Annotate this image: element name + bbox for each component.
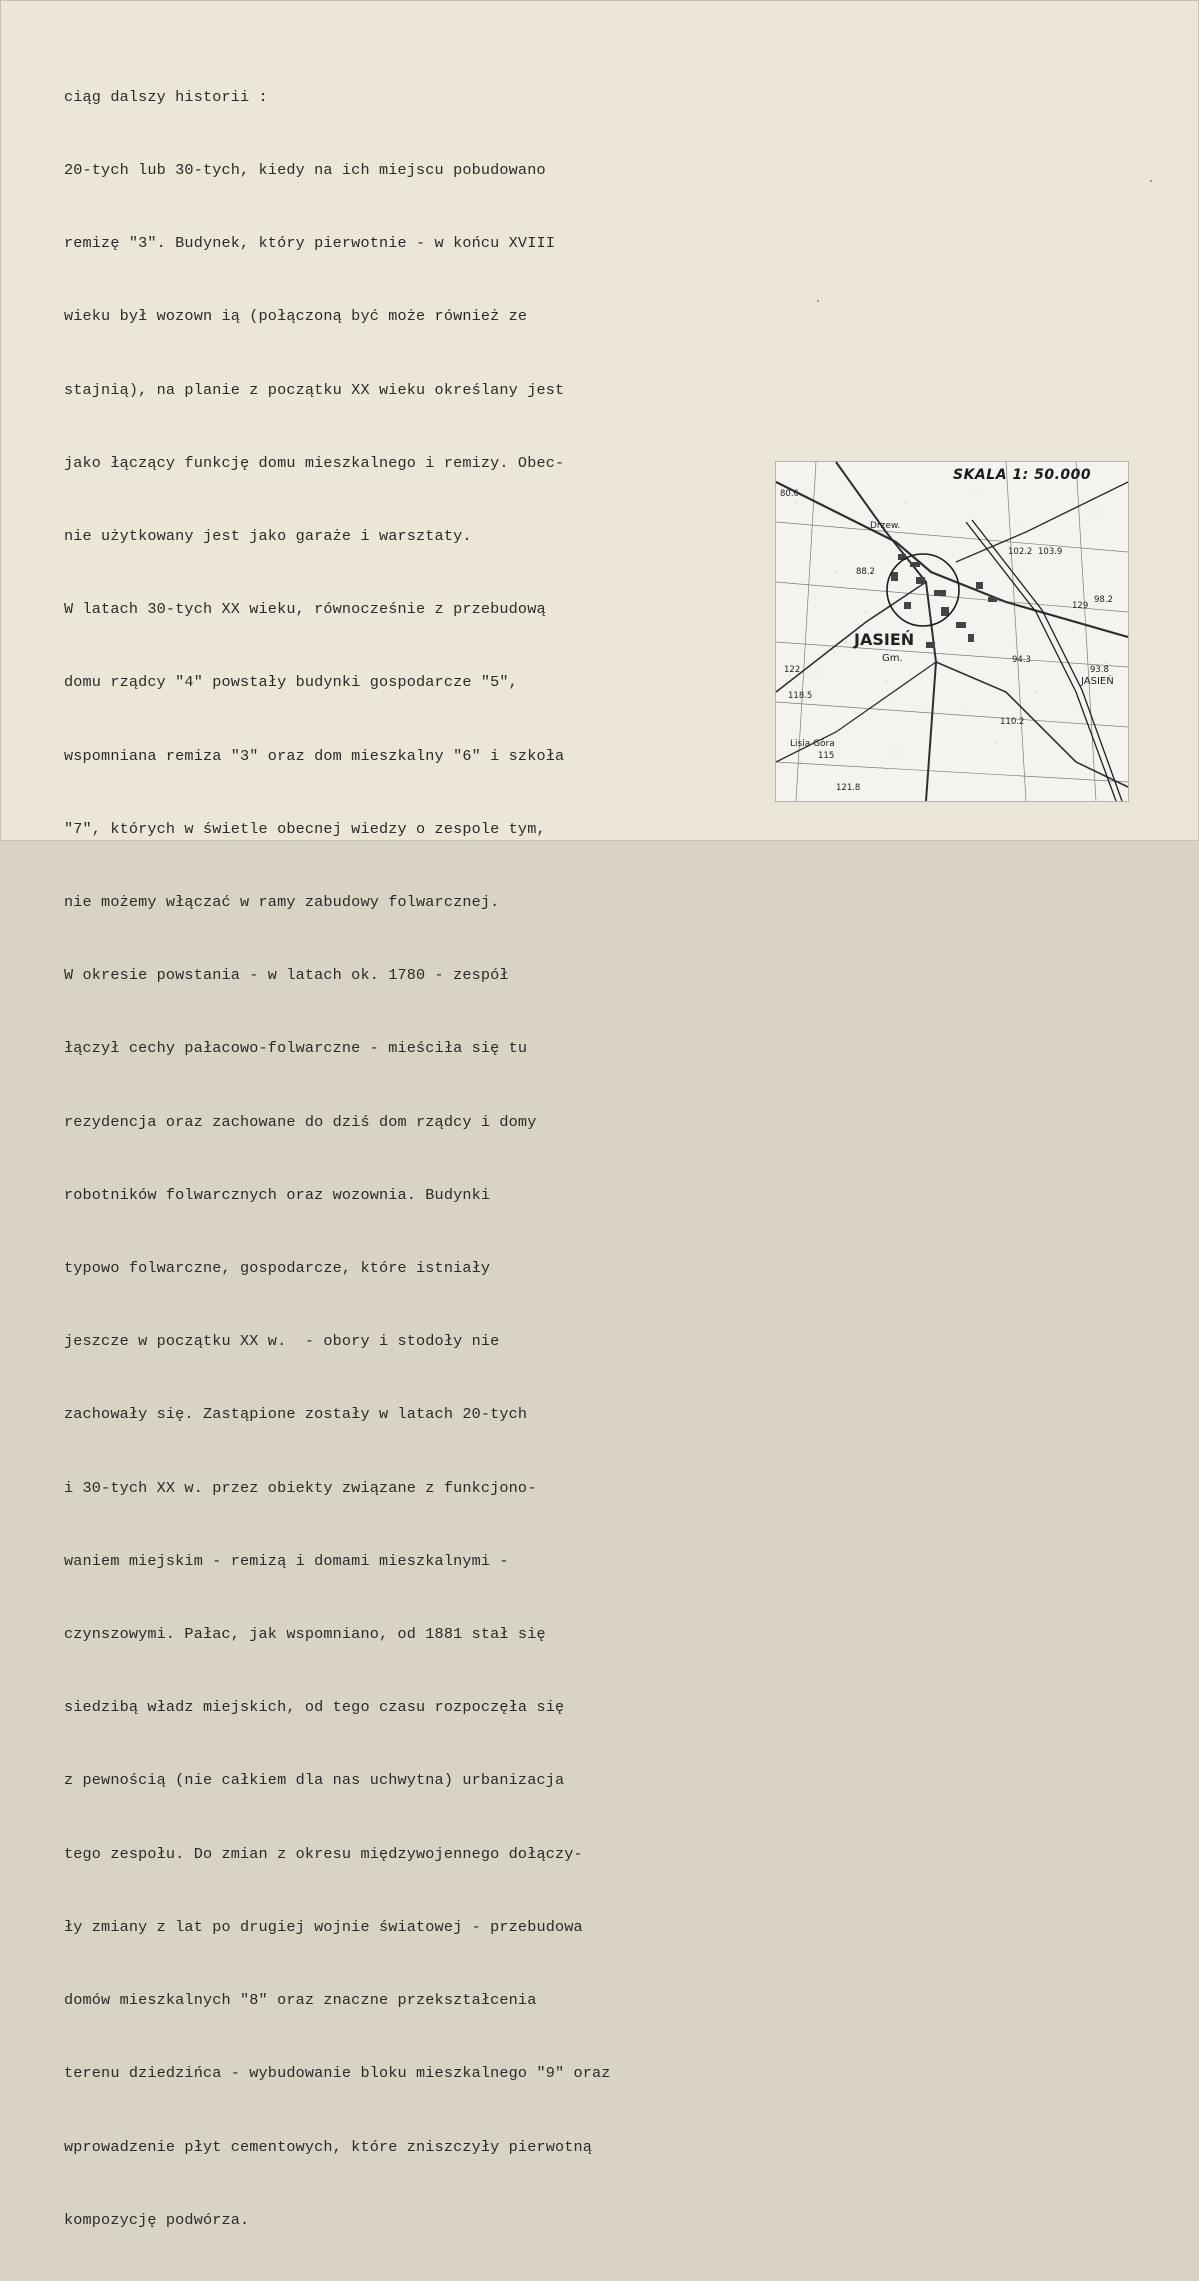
map-elevation: 98.2 [1094,595,1113,605]
map-elevation: 102.2 [1008,547,1033,557]
map-edge-label: JASIEŃ [1081,676,1114,687]
text-line: wprowadzenie płyt cementowych, które zniszczyły pierwotną [64,2137,593,2156]
map-elevation: 121.8 [836,783,861,793]
map-elevation: 88.2 [856,567,875,577]
map-elevation: 118.5 [788,691,813,701]
text-line: jako łączący funkcję domu mieszkalnego i remizy. Obec- [64,453,565,472]
text-line: nie możemy włączać w ramy zabudowy folwarcznej. [64,893,500,912]
map-elevation: 122 [784,665,801,675]
topographic-map-clipping [775,461,1129,802]
text-line: kompozycję podwórza. [64,2210,250,2229]
text-line: zachowały się. Zastąpione zostały w latach 20-tych [64,1405,528,1424]
text-line: domu rządcy "4" powstały budynki gospodarcze "5", [64,673,518,692]
map-drawing [776,462,1128,801]
paper-speck [817,300,819,302]
text-line: tego zespołu. Do zmian z okresu międzywojennego dołączy- [64,1844,583,1863]
text-line: z pewnością (nie całkiem dla nas uchwytna) urbanizacja [64,1771,565,1790]
text-line: "7", których w świetle obecnej wiedzy o zespole tym, [64,819,546,838]
text-line: nie użytkowany jest jako garaże i warsztaty. [64,527,472,546]
map-elevation: 93.8 [1090,665,1109,675]
text-line: siedzibą władz miejskich, od tego czasu rozpoczęła się [64,1698,565,1717]
map-hill-label: Lisia Góra [790,739,835,749]
map-elevation: 110.2 [1000,717,1025,727]
text-line: stajnią), na planie z początku XX wieku określany jest [64,380,565,399]
text-line: domów mieszkalnych "8" oraz znaczne przekształcenia [64,1991,537,2010]
text-line: waniem miejskim - remizą i domami mieszkalnymi - [64,1551,509,1570]
text-line: W latach 30-tych XX wieku, równocześnie z przebudową [64,600,546,619]
map-elevation: 115 [818,751,835,761]
text-line: łączył cechy pałacowo-folwarczne - mieściła się tu [64,1039,528,1058]
text-line: i 30-tych XX w. przez obiekty związane z funkcjono- [64,1478,537,1497]
text-line: terenu dziedzińca - wybudowanie bloku mieszkalnego "9" oraz [64,2064,611,2083]
text-line: czynszowymi. Pałac, jak wspomniano, od 1881 stał się [64,1625,546,1644]
text-line: ły zmiany z lat po drugiej wojnie światowej - przebudowa [64,1917,583,1936]
text-line: 20-tych lub 30-tych, kiedy na ich miejscu pobudowano [64,161,546,180]
text-line: W okresie powstania - w latach ok. 1780 - zespół [64,966,509,985]
map-elevation: 103.9 [1038,547,1063,557]
text-line: remizę "3". Budynek, który pierwotnie - w końcu XVIII [64,234,555,253]
map-elevation: 129 [1072,601,1089,611]
map-place-label: Drzew. [870,521,901,531]
text-line: wieku był wozown ią (połączoną być może również ze [64,307,528,326]
map-elevation: 94.3 [1012,655,1031,665]
map-scale-note: SKALA 1: 50.000 [953,467,1092,483]
text-line: robotników folwarcznych oraz wozownia. Budynki [64,1185,491,1204]
text-line: rezydencja oraz zachowane do dziś dom rządcy i domy [64,1112,537,1131]
map-elevation: 80.6 [780,489,799,499]
paper-speck [1150,180,1152,182]
text-line: wspomniana remiza "3" oraz dom mieszkalny "6" i szkoła [64,746,565,765]
map-town-sub-label: Gm. [882,653,903,664]
typewritten-text [64,36,674,2281]
map-town-label: JASIEŃ [854,630,915,649]
text-line: typowo folwarczne, gospodarcze, które istniały [64,1259,491,1278]
text-line: jeszcze w początku XX w. - obory i stodoły nie [64,1332,500,1351]
text-line: ciąg dalszy historii : [64,87,268,106]
